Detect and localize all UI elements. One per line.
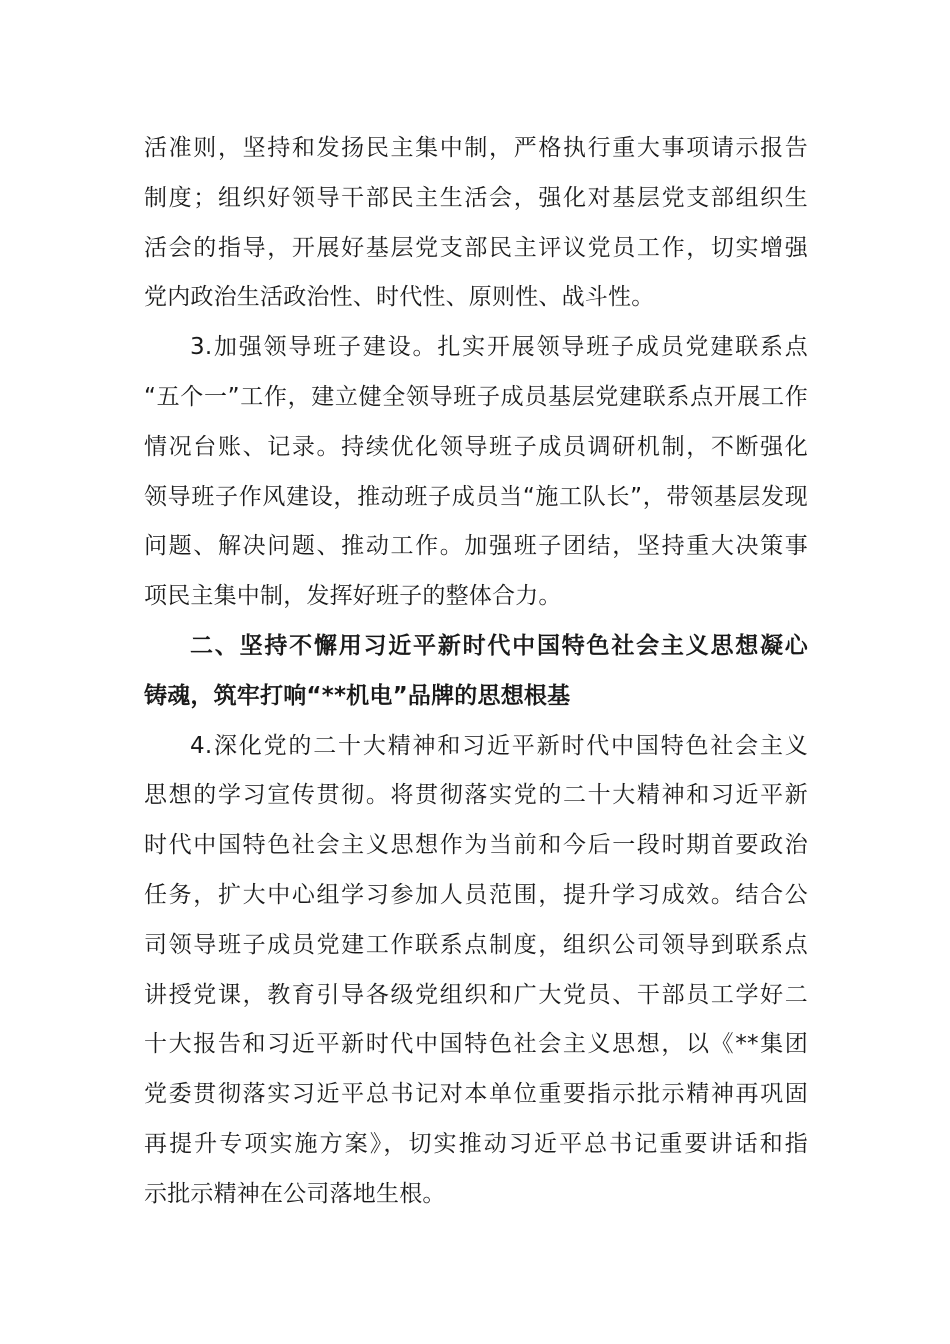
text-line: 情况台账、记录。持续优化领导班子成员调研机制，不断强化	[144, 433, 808, 460]
text-line: 制度；组织好领导干部民主生活会，强化对基层党支部组织生	[144, 184, 808, 211]
paragraph-study-promotion	[144, 722, 808, 1220]
text-line: 思想的学习宣传贯彻。将贯彻落实党的二十大精神和习近平新	[144, 782, 808, 809]
text-line: 党内政治生活政治性、时代性、原则性、战斗性。	[144, 284, 655, 311]
paragraph-party-life	[144, 124, 808, 323]
section-heading	[144, 622, 808, 722]
text-line: 司领导班子成员党建工作联系点制度，组织公司领导到联系点	[144, 931, 808, 958]
text-line: 4.深化党的二十大精神和习近平新时代中国特色社会主义	[190, 732, 808, 759]
text-line: 活准则，坚持和发扬民主集中制，严格执行重大事项请示报告	[144, 135, 808, 161]
text-line: 领导班子作风建设，推动班子成员当“施工队长”，带领基层发现	[144, 483, 808, 510]
text-line: 示批示精神在公司落地生根。	[144, 1180, 446, 1207]
text-line: 时代中国特色社会主义思想作为当前和今后一段时期首要政治	[144, 832, 808, 859]
text-line: 党委贯彻落实习近平总书记对本单位重要指示批示精神再巩固	[144, 1081, 808, 1108]
text-line: 问题、解决问题、推动工作。加强班子团结，坚持重大决策事	[144, 533, 808, 560]
paragraph-leadership-team	[144, 323, 808, 622]
text-line: 3.加强领导班子建设。扎实开展领导班子成员党建联系点	[190, 334, 808, 361]
text-line: 活会的指导，开展好基层党支部民主评议党员工作，切实增强	[144, 234, 808, 261]
heading-line: 二、坚持不懈用习近平新时代中国特色社会主义思想凝心	[190, 632, 808, 659]
text-line: 项民主集中制，发挥好班子的整体合力。	[144, 583, 562, 610]
text-line: 十大报告和习近平新时代中国特色社会主义思想，以《**集团	[144, 1031, 808, 1058]
text-line: “五个一”工作，建立健全领导班子成员基层党建联系点开展工作	[144, 383, 808, 410]
text-line: 讲授党课，教育引导各级党组织和广大党员、干部员工学好二	[144, 981, 808, 1008]
document-body	[144, 124, 808, 1220]
heading-line: 铸魂，筑牢打响“**机电”品牌的思想根基	[144, 682, 571, 709]
text-line: 再提升专项实施方案》，切实推动习近平总书记重要讲话和指	[144, 1130, 808, 1157]
text-line: 任务，扩大中心组学习参加人员范围，提升学习成效。结合公	[144, 881, 808, 908]
